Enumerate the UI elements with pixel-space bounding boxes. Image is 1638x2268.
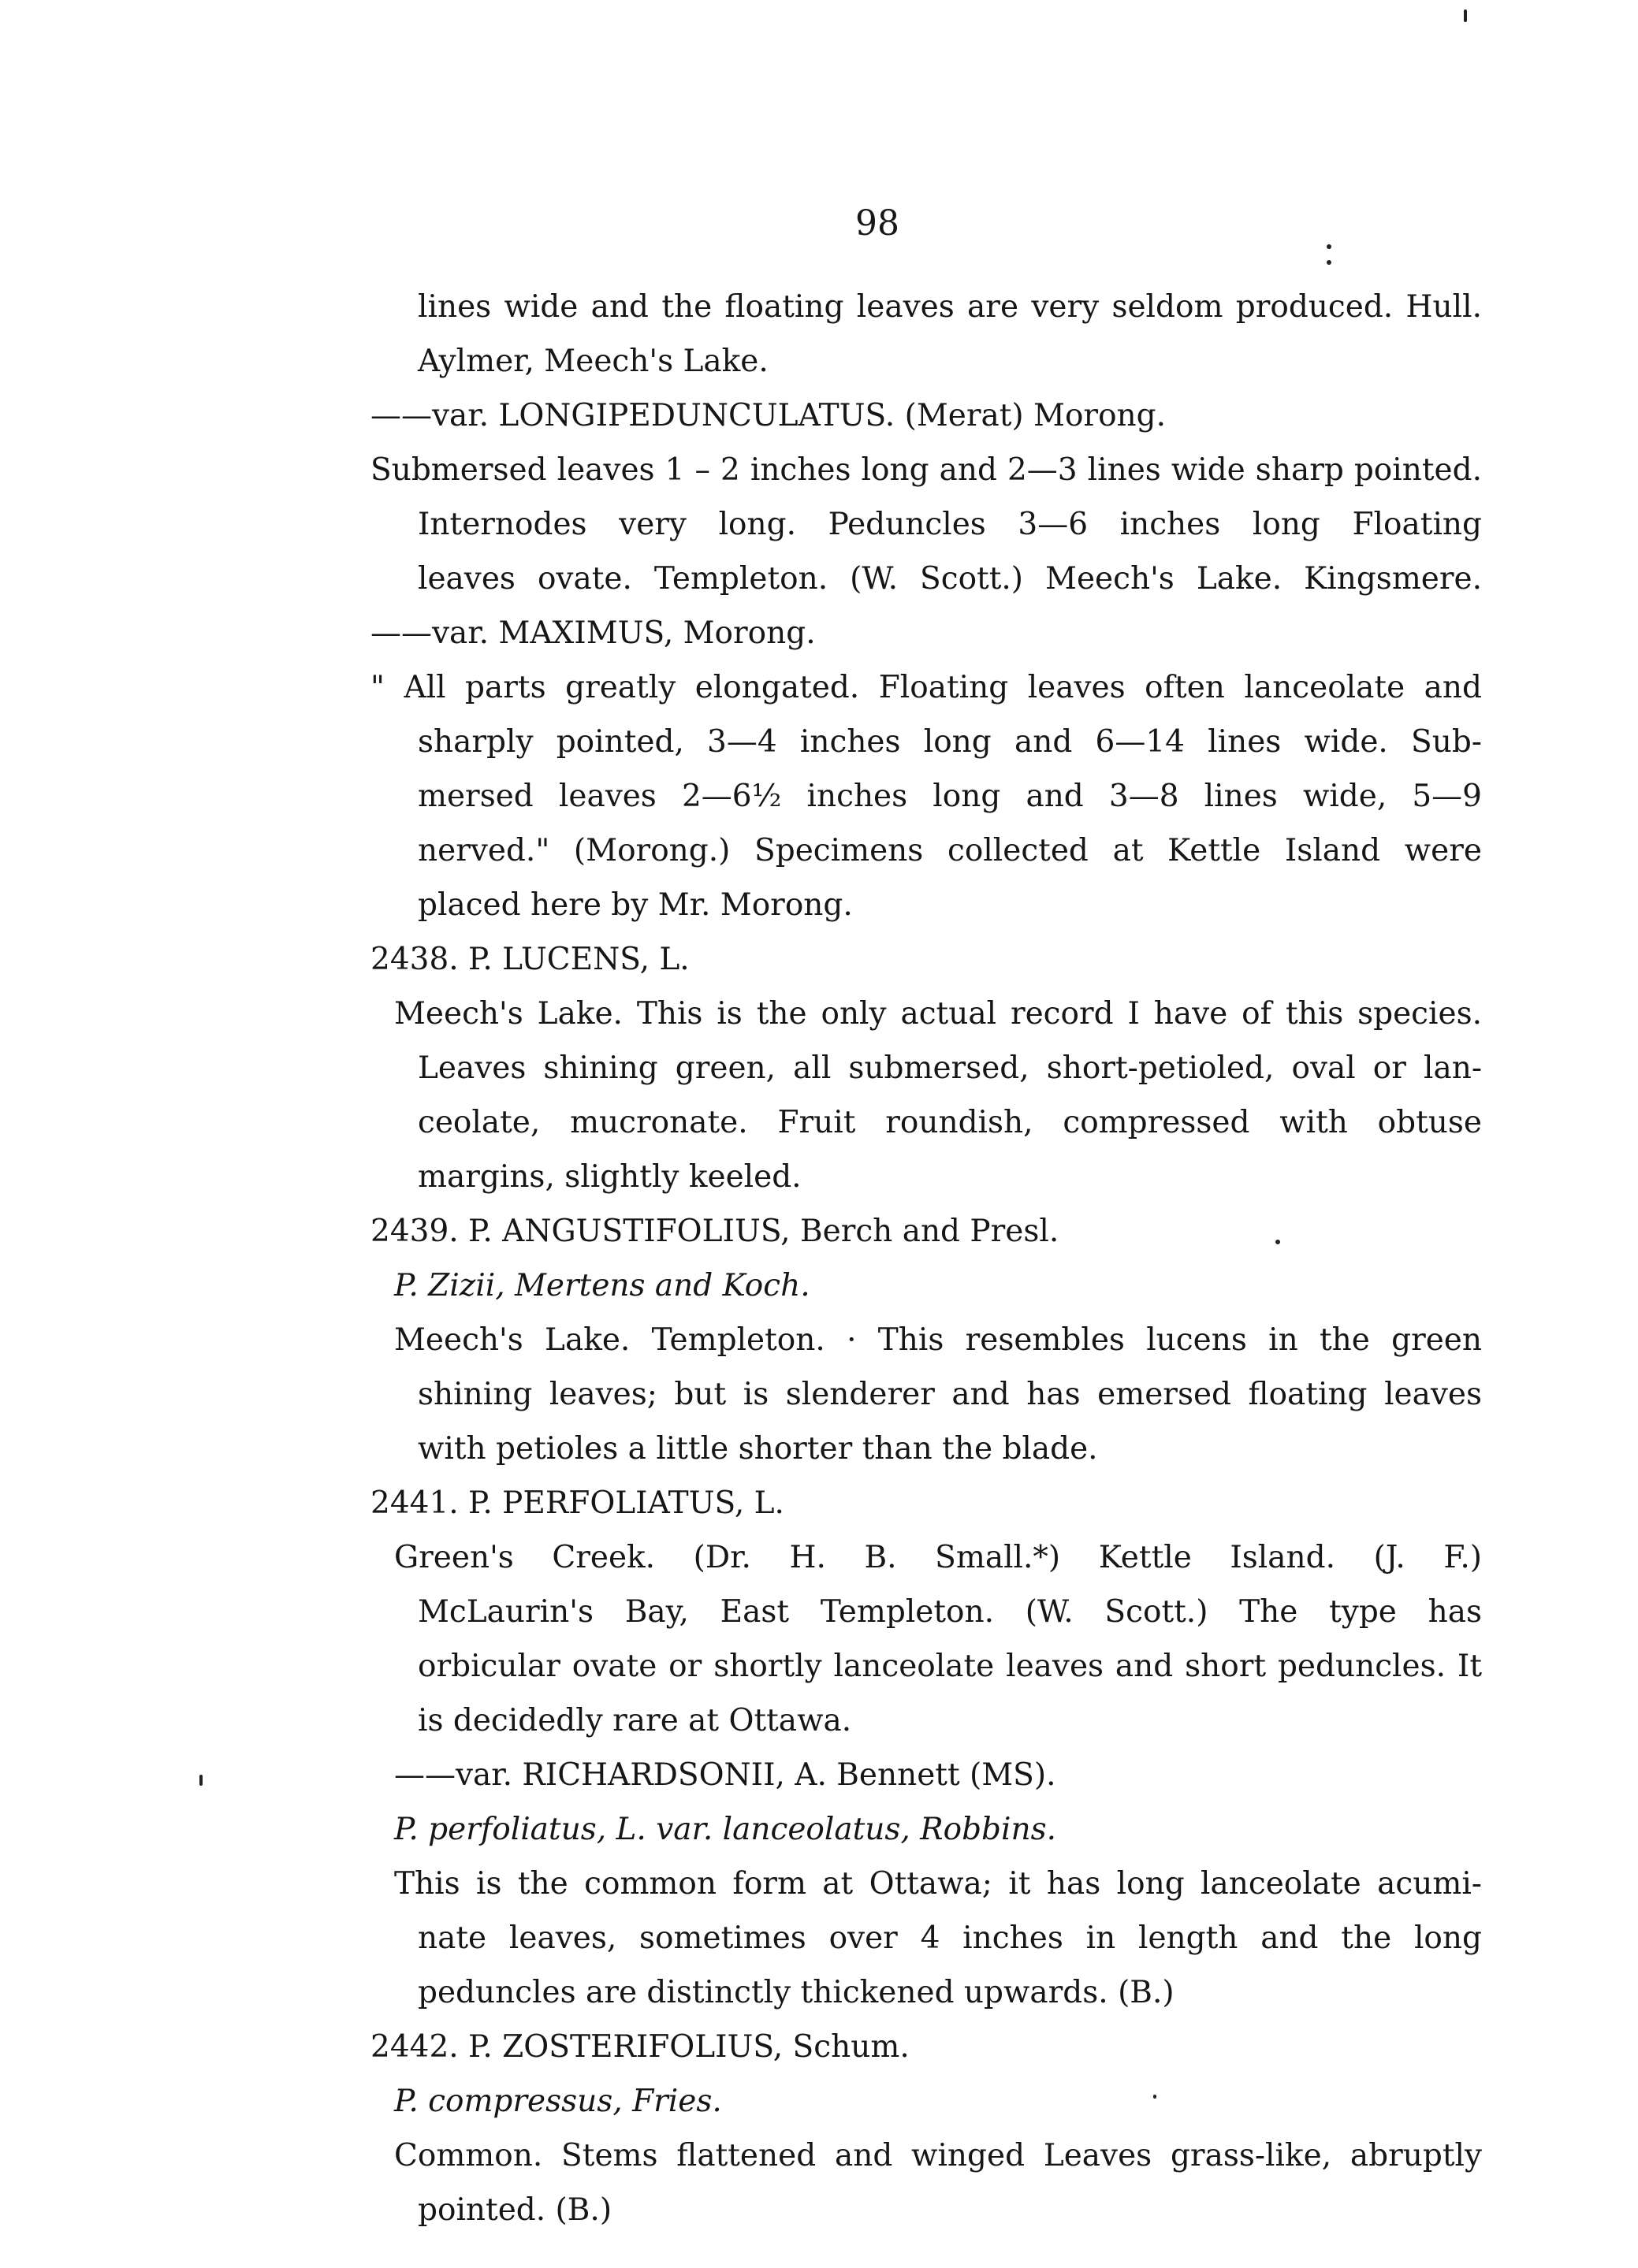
text-line-32: peduncles are distinctly thickened upwards. (B.) — [418, 1975, 1175, 2010]
text-line-22: with petioles a little shorter than the blade. — [418, 1431, 1098, 1467]
margin-colon-mark-lower — [1327, 260, 1331, 265]
text-line-10: mersed leaves 2—6½ inches long and 3—8 lines wide, 5—9 — [418, 779, 1482, 814]
variety-line-richardsonii: ——var. RICHARDSONII, A. Bennett (MS). — [394, 1757, 1056, 1793]
species-heading-2442: 2442. P. ZOSTERIFOLIUS, Schum. — [370, 2029, 910, 2065]
species-heading-2438: 2438. P. LUCENS, L. — [370, 942, 690, 977]
page-body — [370, 280, 1482, 2237]
text-line-24: Green's Creek. (Dr. H. B. Small.*) Kettle Island. (J. F.) — [394, 1540, 1482, 1575]
text-line-30: This is the common form at Ottawa; it has long lanceolate acumi- — [394, 1866, 1482, 1902]
species-heading-2439: 2439. P. ANGUSTIFOLIUS, Berch and Presl. — [370, 1214, 1059, 1249]
text-line-3: ——var. LONGIPEDUNCULATUS. (Merat) Morong. — [370, 398, 1167, 433]
text-line-6: leaves ovate. Templeton. (W. Scott.) Meech's Lake. Kingsmere. — [418, 561, 1482, 597]
text-line-14: Meech's Lake. This is the only actual record I have of this species. — [394, 996, 1482, 1032]
text-line-7: ——var. MAXIMUS, Morong. — [370, 615, 816, 651]
text-line-15: Leaves shining green, all submersed, short-petioled, oval or lan- — [418, 1050, 1482, 1086]
text-line-2: Aylmer, Meech's Lake. — [418, 344, 769, 379]
text-line-12: placed here by Mr. Morong. — [418, 887, 853, 923]
text-line-4: Submersed leaves 1 – 2 inches long and 2—3 lines wide sharp pointed. — [370, 452, 1482, 488]
text-line-31: nate leaves, sometimes over 4 inches in length and the long — [418, 1920, 1482, 1956]
margin-colon-mark — [1327, 244, 1331, 249]
margin-speck-top-right — [1464, 9, 1467, 22]
text-line-36: pointed. (B.) — [418, 2192, 612, 2228]
synonym-line-perfoliatus: P. perfoliatus, L. var. lanceolatus, Robbins. — [394, 1812, 1057, 1847]
text-line-26: orbicular ovate or shortly lanceolate leaves and short peduncles. It — [418, 1649, 1482, 1684]
text-line-35: Common. Stems flattened and winged Leaves grass-like, abruptly — [394, 2138, 1482, 2173]
text-line-8: " All parts greatly elongated. Floating leaves often lanceolate and — [370, 670, 1482, 705]
synonym-line-zizii: P. Zizii, Mertens and Koch. — [394, 1268, 810, 1303]
margin-speck-left — [199, 1775, 203, 1786]
text-line-5: Internodes very long. Peduncles 3—6 inches long Floating — [418, 507, 1482, 542]
text-line-25: McLaurin's Bay, East Templeton. (W. Scott.) The type has — [418, 1594, 1482, 1630]
synonym-line-compressus: P. compressus, Fries. — [394, 2084, 722, 2119]
species-heading-2441: 2441. P. PERFOLIATUS, L. — [370, 1485, 784, 1521]
text-line-17: margins, slightly keeled. — [418, 1159, 802, 1195]
text-line-27: is decidedly rare at Ottawa. — [418, 1703, 852, 1738]
text-line-1: lines wide and the floating leaves are very seldom produced. Hull. — [418, 289, 1482, 325]
text-line-20: Meech's Lake. Templeton. · This resembles lucens in the green — [394, 1322, 1482, 1358]
page-number: 98 — [855, 203, 899, 244]
text-line-9: sharply pointed, 3—4 inches long and 6—14 lines wide. Sub- — [418, 724, 1482, 760]
text-line-11: nerved." (Morong.) Specimens collected at Kettle Island were — [418, 833, 1482, 868]
text-line-21: shining leaves; but is slenderer and has emersed floating leaves — [418, 1377, 1482, 1412]
text-line-16: ceolate, mucronate. Fruit roundish, compressed with obtuse — [418, 1105, 1482, 1140]
